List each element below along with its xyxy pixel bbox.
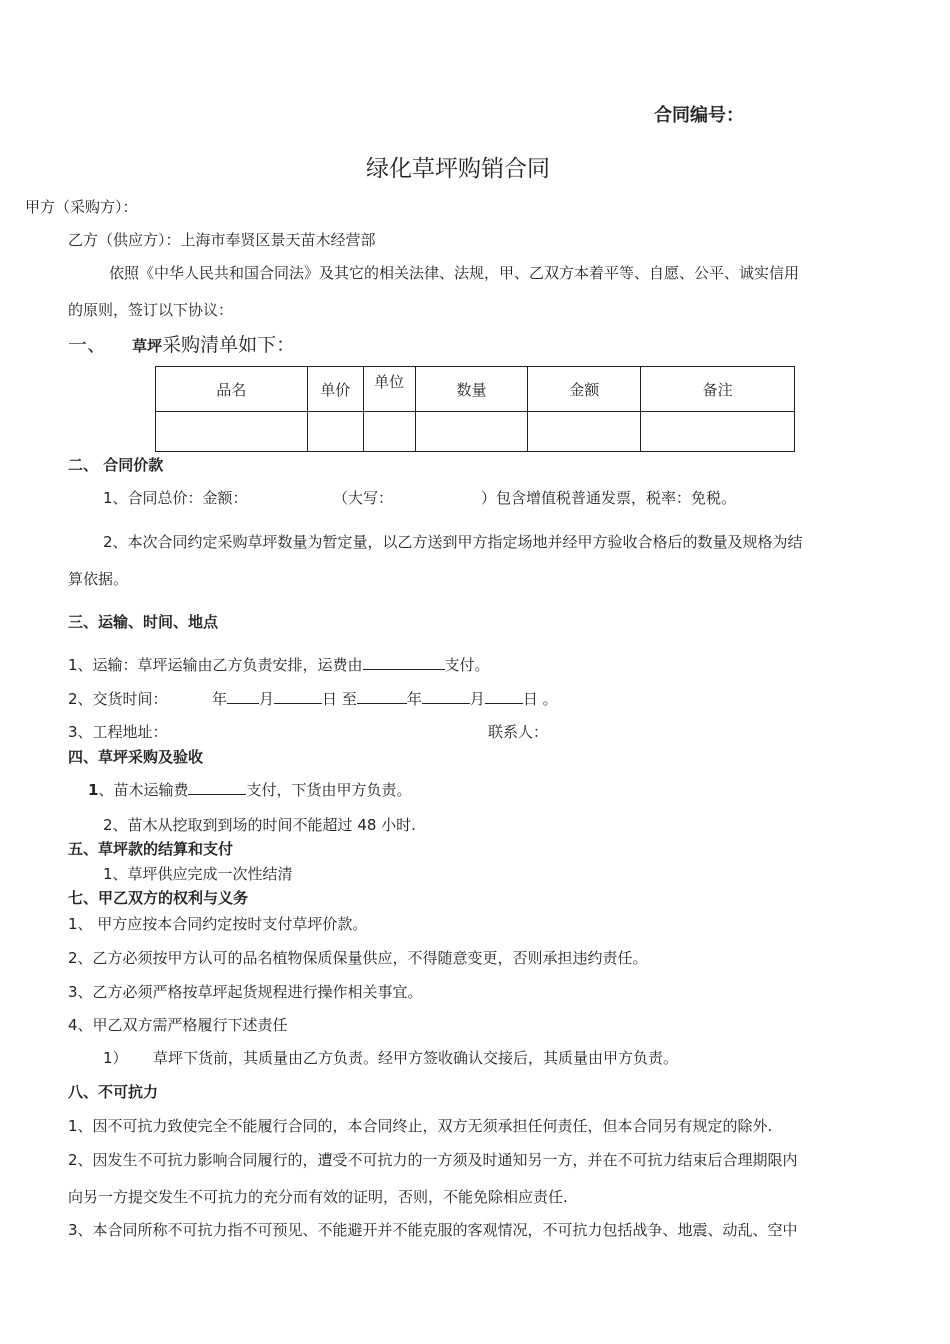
document-title: 绿化草坪购销合同 [366, 156, 550, 182]
table-cell [363, 412, 415, 452]
month-label: 月 [259, 690, 275, 708]
section-4-item-1 [88, 780, 411, 800]
section-1-heading [68, 333, 295, 358]
party-b-label: 乙方（供应方）：上海市奉贤区景天苗木经营部 [68, 231, 376, 249]
section-4-title: 四、草坪采购及验收 [68, 748, 204, 766]
delivery-date-range [212, 689, 558, 709]
end-day-label: 日 [522, 690, 538, 708]
header-cell-unit-price: 单价 [307, 367, 363, 412]
section-7-title: 七、甲乙双方的权利与义务 [68, 889, 249, 907]
header-cell-amount: 金额 [528, 367, 641, 412]
section-1-title-rest: 采购清单如下： [162, 334, 296, 356]
end-punctuation: 。 [542, 690, 558, 708]
section-2-title: 二、 合同价款 [68, 456, 164, 474]
section-2-item-2-line-1: 2、本次合同约定采购草坪数量为暂定量，以乙方送到甲方指定场地并经甲方验收合格后的数量及规格为结 [103, 533, 803, 551]
section-8-item-3: 3、本合同所称不可抗力指不可预见、不能避开并不能克服的客观情况，不可抗力包括战争、地震、动乱、空中 [68, 1221, 798, 1239]
section-5-item-1: 1、草坪供应完成一次性结清 [103, 865, 293, 883]
section-3-item-1 [68, 655, 490, 675]
section-5-title: 五、草坪款的结算和支付 [68, 840, 234, 858]
table-cell [641, 412, 795, 452]
section-1-number: 一、 [68, 334, 107, 356]
section-1-title-bold: 草坪 [132, 337, 163, 355]
preamble-line-2: 的原则，签订以下协议： [68, 301, 234, 319]
section-4-item-1a: 、苗木运输费 [98, 781, 189, 799]
contact-label: 联系人： [488, 723, 549, 741]
section-3-title: 三、运输、时间、地点 [68, 613, 219, 631]
table-cell [528, 412, 641, 452]
section-8-item-2-line-2: 向另一方提交发生不可抗力的充分而有效的证明，否则，不能免除相应责任. [68, 1188, 568, 1206]
section-7-item-4: 4、甲乙双方需严格履行下述责任 [68, 1016, 288, 1034]
table-row [156, 412, 795, 452]
section-2-item-1c: ）包含增值税普通发票，税率：免税。 [481, 489, 737, 507]
header-cell-remarks: 备注 [641, 367, 795, 412]
section-2-item-2-line-2: 算依据。 [68, 570, 129, 588]
section-2-item-1a: 1、合同总价：金额： [103, 489, 248, 507]
section-2-item-1b: （大写： [333, 489, 394, 507]
section-8-item-1: 1、因不可抗力致使完全不能履行合同的，本合同终止，双方无须承担任何责任，但本合同另有规定的除外. [68, 1117, 773, 1135]
day-label: 日 [322, 690, 338, 708]
section-7-item-2: 2、乙方必须按甲方认可的品名植物保质保量供应，不得随意变更，否则承担违约责任。 [68, 949, 648, 967]
end-month-label: 月 [469, 690, 485, 708]
section-3-item-2-label: 2、交货时间： [68, 690, 168, 708]
section-3-item-3: 3、工程地址： [68, 723, 168, 741]
header-cell-quantity: 数量 [415, 367, 528, 412]
contract-number-label: 合同编号： [654, 105, 744, 126]
start-day-blank [274, 689, 322, 704]
end-month-blank [422, 689, 470, 704]
table-cell [156, 412, 308, 452]
end-year-label: 年 [406, 690, 422, 708]
section-3-item-1a: 1、运输：草坪运输由乙方负责安排，运费由 [68, 656, 363, 674]
section-4-item-1-number: 1 [88, 781, 99, 799]
table-header-row [156, 367, 795, 412]
section-7-sub-1-number: 1） [103, 1049, 128, 1067]
header-cell-name: 品名 [156, 367, 308, 412]
preamble-line-1: 依照《中华人民共和国合同法》及其它的相关法律、法规，甲、乙双方本着平等、自愿、公平、诚实信用 [109, 264, 800, 282]
section-3-item-1b: 支付。 [444, 656, 490, 674]
section-8-item-2-line-1: 2、因发生不可抗力影响合同履行的，遭受不可抗力的一方须及时通知另一方，并在不可抗力结束后合理期限内 [68, 1151, 798, 1169]
purchase-list-table [155, 366, 795, 452]
section-7-item-1: 1、 甲方应按本合同约定按时支付草坪价款。 [68, 915, 368, 933]
freight-payer-blank [363, 655, 445, 670]
year-label: 年 [212, 690, 228, 708]
end-year-blank [357, 689, 407, 704]
end-day-blank [485, 689, 523, 704]
header-cell-unit: 单位 [363, 367, 415, 412]
section-7-sub-1-text: 草坪下货前，其质量由乙方负责。经甲方签收确认交接后，其质量由甲方负责。 [153, 1049, 679, 1067]
table-cell [307, 412, 363, 452]
start-month-blank [227, 689, 259, 704]
section-8-title: 八、不可抗力 [68, 1083, 159, 1101]
section-4-item-2: 2、苗木从挖取到到场的时间不能超过 48 小时. [103, 816, 416, 834]
transport-fee-blank [188, 780, 246, 795]
to-label: 至 [341, 690, 357, 708]
party-a-label: 甲方（采购方）： [25, 198, 138, 216]
section-4-item-1b: 支付，下货由甲方负责。 [246, 781, 412, 799]
table-cell [415, 412, 528, 452]
section-7-item-3: 3、乙方必须严格按草坪起货规程进行操作相关事宜。 [68, 983, 423, 1001]
